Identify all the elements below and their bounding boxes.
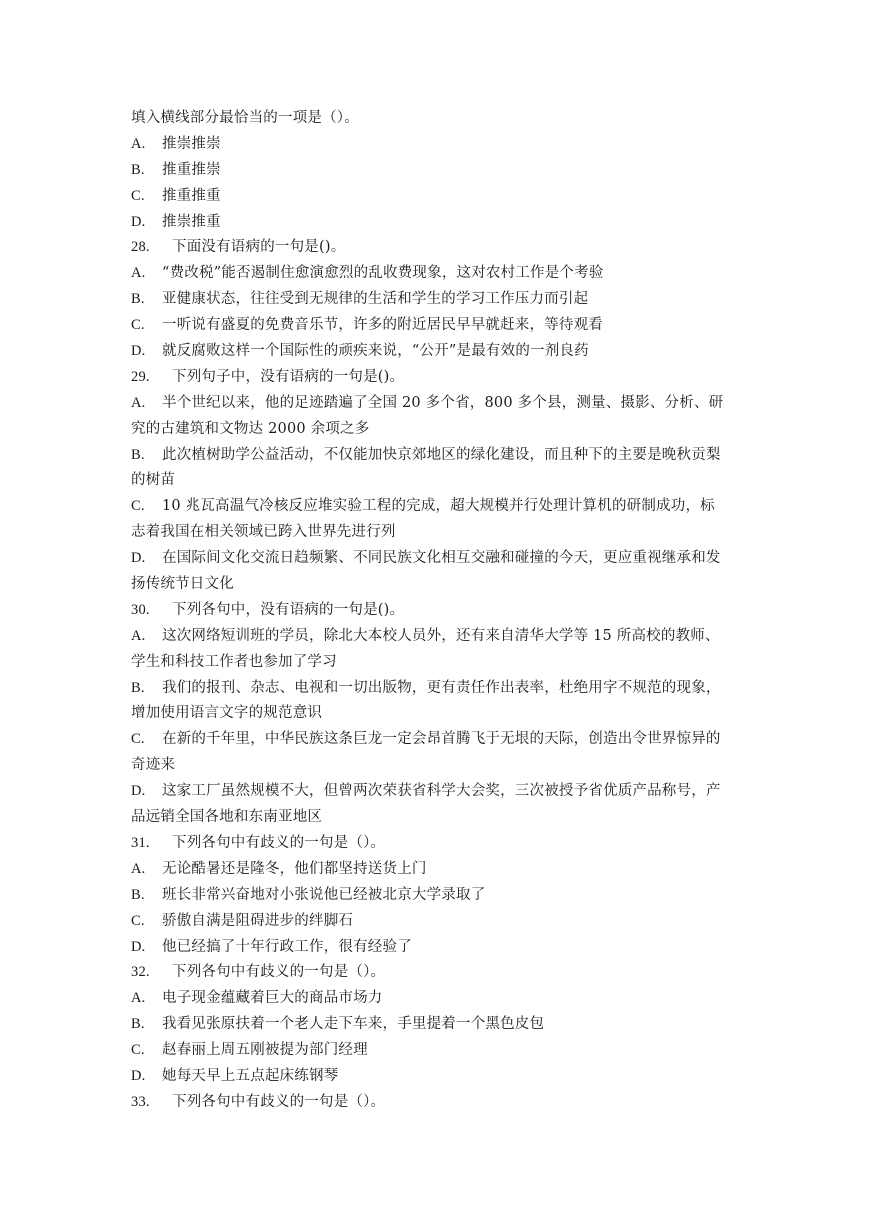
option-continuation: 的树苗 [131, 472, 176, 489]
question-number: 29. [131, 368, 150, 385]
option-label: B. [131, 446, 145, 463]
option-line [131, 727, 743, 753]
option-line [131, 184, 743, 210]
option-text: 这家工厂虽然规模不大，但曾两次荣获省科学大会奖，三次被授予省优质产品称号，产 [162, 783, 721, 800]
option-line [131, 1038, 743, 1064]
option-text: 班长非常兴奋地对小张说他已经被北京大学录取了 [162, 886, 486, 903]
option-label: B. [131, 886, 145, 903]
option-continuation: 奇迹来 [131, 757, 176, 774]
option-line [131, 339, 743, 365]
option-label: A. [131, 265, 146, 282]
option-label: B. [131, 291, 145, 308]
option-line [131, 676, 743, 702]
option-text: 骄傲自满是阻碍进步的绊脚石 [162, 912, 354, 929]
option-label: C. [131, 731, 145, 748]
question-text: 下列各句中有歧义的一句是（）。 [172, 964, 386, 981]
option-text: 我看见张原扶着一个老人走下车来，手里提着一个黑色皮包 [162, 1016, 545, 1033]
option-text: 推重推崇 [162, 161, 221, 178]
option-label: C. [131, 1042, 145, 1059]
option-line [131, 779, 743, 805]
option-label: D. [131, 213, 146, 230]
option-text: 我们的报刊、杂志、电视和一切出版物，更有责任作出表率，杜绝用字不规范的现象， [162, 679, 721, 696]
option-continuation: 学生和科技工作者也参加了学习 [131, 653, 337, 670]
question-number: 32. [131, 964, 150, 981]
question-text: 下面没有语病的一句是()。 [172, 239, 346, 256]
option-text: 他已经搞了十年行政工作，很有经验了 [162, 938, 412, 955]
question-32-stem [131, 960, 743, 986]
option-text: 这次网络短训班的学员，除北大本校人员外，还有来自清华大学等 15 所高校的教师、 [162, 627, 720, 644]
question-text: 下列各句中，没有语病的一句是()。 [172, 601, 405, 618]
question-33-stem [131, 1090, 743, 1116]
option-text: 赵春丽上周五刚被提为部门经理 [162, 1042, 368, 1059]
option-text: “费改税”能否遏制住愈演愈烈的乱收费现象，这对农村工作是个考验 [162, 265, 604, 282]
question-text: 下列各句中有歧义的一句是（）。 [172, 1093, 386, 1110]
option-line [131, 210, 743, 236]
option-label: D. [131, 783, 146, 800]
option-line [131, 883, 743, 909]
question-31-stem [131, 831, 743, 857]
question-30-stem [131, 598, 743, 624]
option-line [131, 494, 743, 520]
option-line [131, 935, 743, 961]
option-text: 半个世纪以来，他的足迹踏遍了全国 20 多个省，800 多个县，测量、摄影、分析、研 [162, 394, 724, 411]
option-label: A. [131, 135, 146, 152]
option-continuation: 志着我国在相关领域已跨入世界先进行列 [131, 524, 396, 541]
option-line [131, 158, 743, 184]
option-line [131, 546, 743, 572]
option-line [131, 313, 743, 339]
option-label: B. [131, 161, 145, 178]
option-text: 一听说有盛夏的免费音乐节，许多的附近居民早早就赶来，等待观看 [162, 317, 603, 334]
option-label: D. [131, 938, 146, 955]
option-label: A. [131, 990, 146, 1007]
option-continuation: 究的古建筑和文物达 2000 余项之多 [131, 420, 370, 437]
option-text: 10 兆瓦高温气冷核反应堆实验工程的完成，超大规模并行处理计算机的研制成功，标 [162, 498, 715, 515]
option-line [131, 857, 743, 883]
option-text: 推重推重 [162, 187, 221, 204]
option-continuation: 品远销全国各地和东南亚地区 [131, 809, 323, 826]
option-continuation: 增加使用语言文字的规范意识 [131, 705, 323, 722]
question-text: 下列句子中，没有语病的一句是()。 [172, 368, 405, 385]
option-line [131, 132, 743, 158]
option-text: 在新的千年里，中华民族这条巨龙一定会昂首腾飞于无垠的天际，创造出令世界惊异的 [162, 731, 721, 748]
question-29-stem [131, 365, 743, 391]
option-text: 她每天早上五点起床练钢琴 [162, 1067, 339, 1084]
option-text: 在国际间文化交流日趋频繁、不同民族文化相互交融和碰撞的今天，更应重视继承和发 [162, 550, 721, 567]
option-label: C. [131, 498, 145, 515]
option-label: C. [131, 317, 145, 334]
option-label: A. [131, 394, 146, 411]
question-number: 33. [131, 1093, 150, 1110]
option-label: B. [131, 679, 145, 696]
option-line [131, 261, 743, 287]
option-label: B. [131, 1016, 145, 1033]
question-intro: 填入横线部分最恰当的一项是（）。 [131, 110, 359, 126]
question-number: 28. [131, 239, 150, 256]
option-text: 此次植树助学公益活动，不仅能加快京郊地区的绿化建设，而且种下的主要是晚秋贡梨 [162, 446, 721, 463]
option-label: D. [131, 550, 146, 567]
option-label: D. [131, 343, 146, 360]
option-label: A. [131, 627, 146, 644]
option-line [131, 287, 743, 313]
option-text: 推崇推崇 [162, 135, 221, 152]
option-line [131, 1064, 743, 1090]
option-line [131, 624, 743, 650]
option-text: 推崇推重 [162, 213, 221, 230]
option-label: C. [131, 912, 145, 929]
option-continuation: 扬传统节日文化 [131, 576, 234, 593]
option-line [131, 986, 743, 1012]
option-text: 电子现金蕴藏着巨大的商品市场力 [162, 990, 383, 1007]
option-text: 无论酷暑还是隆冬，他们都坚持送货上门 [162, 860, 427, 877]
question-number: 31. [131, 834, 150, 851]
question-28-stem [131, 235, 743, 261]
option-line [131, 909, 743, 935]
option-line [131, 1012, 743, 1038]
question-number: 30. [131, 601, 150, 618]
option-label: D. [131, 1067, 146, 1084]
option-line [131, 391, 743, 417]
question-text: 下列各句中有歧义的一句是（）。 [172, 834, 386, 851]
option-text: 就反腐败这样一个国际性的顽疾来说，“公开”是最有效的一剂良药 [162, 343, 589, 360]
option-text: 亚健康状态，往往受到无规律的生活和学生的学习工作压力而引起 [162, 291, 589, 308]
option-label: A. [131, 860, 146, 877]
document-page [131, 106, 743, 1116]
option-label: C. [131, 187, 145, 204]
option-line [131, 443, 743, 469]
